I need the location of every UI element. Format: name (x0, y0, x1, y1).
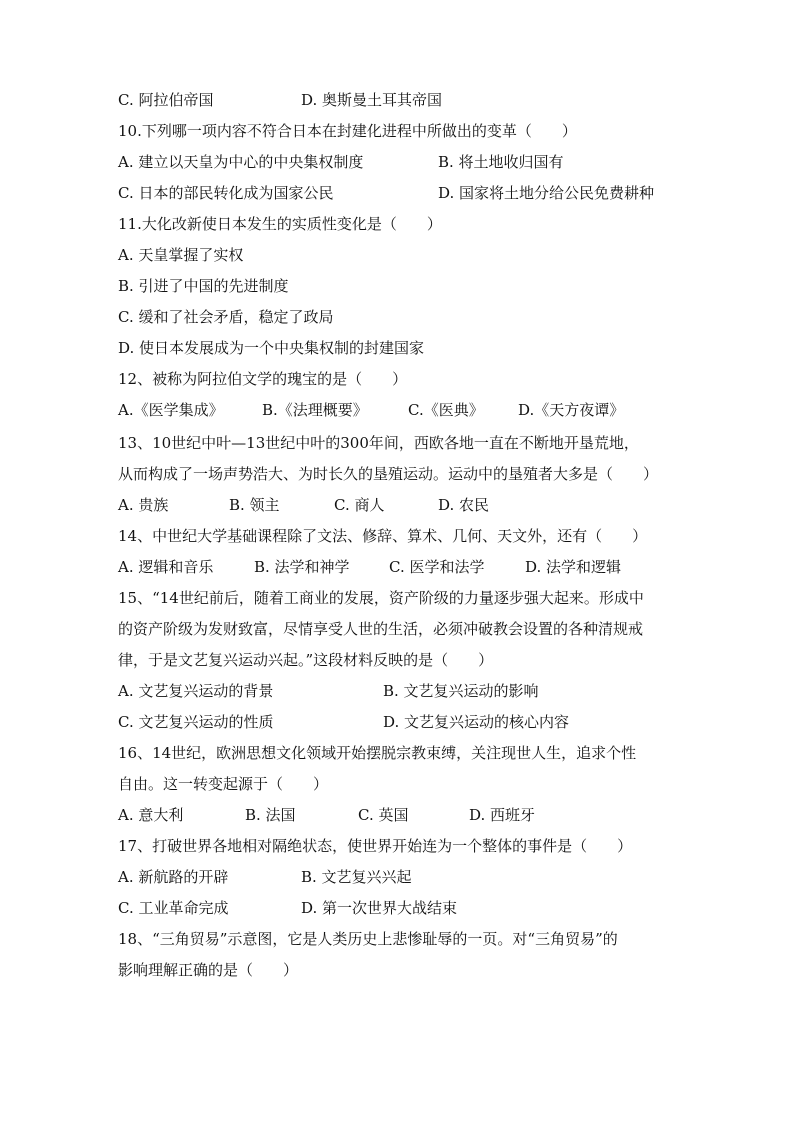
answer-option: D. 法学和逻辑 (525, 558, 622, 576)
answer-option: B. 法学和神学 (254, 558, 350, 576)
answer-option: C. 文艺复兴运动的性质 (118, 713, 274, 731)
answer-option: B. 将土地收归国有 (438, 153, 564, 171)
options-row (118, 679, 688, 703)
text-line: C. 缓和了社会矛盾，稳定了政局 (118, 308, 334, 326)
answer-option: D. 文艺复兴运动的核心内容 (383, 713, 570, 731)
options-row (118, 896, 688, 920)
text-line: 11.大化改新使日本发生的实质性变化是（ ） (118, 215, 442, 233)
text-line: 17、打破世界各地相对隔绝状态，使世界开始连为一个整体的事件是（ ） (118, 837, 633, 855)
answer-option: C.《医典》 (408, 401, 484, 419)
options-row (118, 88, 688, 112)
answer-option: A. 贵族 (118, 496, 169, 514)
answer-option: A. 新航路的开辟 (118, 868, 229, 886)
answer-option: D. 奥斯曼土耳其帝国 (301, 91, 443, 109)
text-line: B. 引进了中国的先进制度 (118, 277, 289, 295)
answer-option: C. 工业革命完成 (118, 899, 229, 917)
text-line: 从而构成了一场声势浩大、为时长久的垦殖运动。运动中的垦殖者大多是（ ） (118, 465, 659, 483)
answer-option: B. 法国 (245, 806, 296, 824)
answer-option: C. 阿拉伯帝国 (118, 91, 214, 109)
options-row (118, 555, 688, 579)
answer-option: D. 第一次世界大战结束 (301, 899, 458, 917)
text-line: 的资产阶级为发财致富，尽情享受人世的生活，必须冲破教会设置的各种清规戒 (118, 620, 644, 638)
answer-option: D. 国家将土地分给公民免费耕种 (438, 184, 655, 202)
text-line: 15、“14世纪前后，随着工商业的发展，资产阶级的力量逐步强大起来。形成中 (118, 589, 644, 607)
answer-option: D. 农民 (438, 496, 490, 514)
text-line: 16、14世纪，欧洲思想文化领域开始摆脱宗教束缚，关注现世人生，追求个性 (118, 744, 637, 762)
options-row (118, 710, 688, 734)
answer-option: B.《法理概要》 (262, 401, 368, 419)
answer-option: C. 医学和法学 (389, 558, 485, 576)
text-line: 自由。这一转变起源于（ ） (118, 775, 329, 793)
options-row (118, 398, 688, 422)
answer-option: B. 文艺复兴运动的影响 (383, 682, 539, 700)
text-line: 18、“三角贸易”示意图，它是人类历史上悲惨耻辱的一页。对“三角贸易”的 (118, 930, 618, 948)
text-line: 10.下列哪一项内容不符合日本在封建化进程中所做出的变革（ ） (118, 122, 577, 140)
text-line: 14、中世纪大学基础课程除了文法、修辞、算术、几何、天文外，还有（ ） (118, 527, 648, 545)
answer-option: A. 意大利 (118, 806, 184, 824)
answer-option: D.《天方夜谭》 (518, 401, 625, 419)
options-row (118, 803, 688, 827)
answer-option: A. 建立以天皇为中心的中央集权制度 (118, 153, 364, 171)
options-row (118, 865, 688, 889)
text-line: 律，于是文艺复兴运动兴起。”这段材料反映的是（ ） (118, 651, 494, 669)
text-line: 影响理解正确的是（ ） (118, 961, 299, 979)
options-row (118, 181, 688, 205)
answer-option: C. 商人 (334, 496, 385, 514)
answer-option: B. 文艺复兴兴起 (301, 868, 412, 886)
answer-option: A.《医学集成》 (118, 401, 224, 419)
text-line: 13、10世纪中叶—13世纪中叶的300年间，西欧各地一直在不断地开垦荒地， (118, 434, 639, 452)
options-row (118, 150, 688, 174)
options-row (118, 493, 688, 517)
text-line: D. 使日本发展成为一个中央集权制的封建国家 (118, 339, 425, 357)
answer-option: D. 西班牙 (469, 806, 536, 824)
answer-option: C. 日本的部民转化成为国家公民 (118, 184, 334, 202)
text-line: A. 天皇掌握了实权 (118, 246, 244, 264)
answer-option: B. 领主 (229, 496, 280, 514)
text-line: 12、被称为阿拉伯文学的瑰宝的是（ ） (118, 370, 408, 388)
answer-option: C. 英国 (358, 806, 409, 824)
answer-option: A. 逻辑和音乐 (118, 558, 214, 576)
answer-option: A. 文艺复兴运动的背景 (118, 682, 274, 700)
